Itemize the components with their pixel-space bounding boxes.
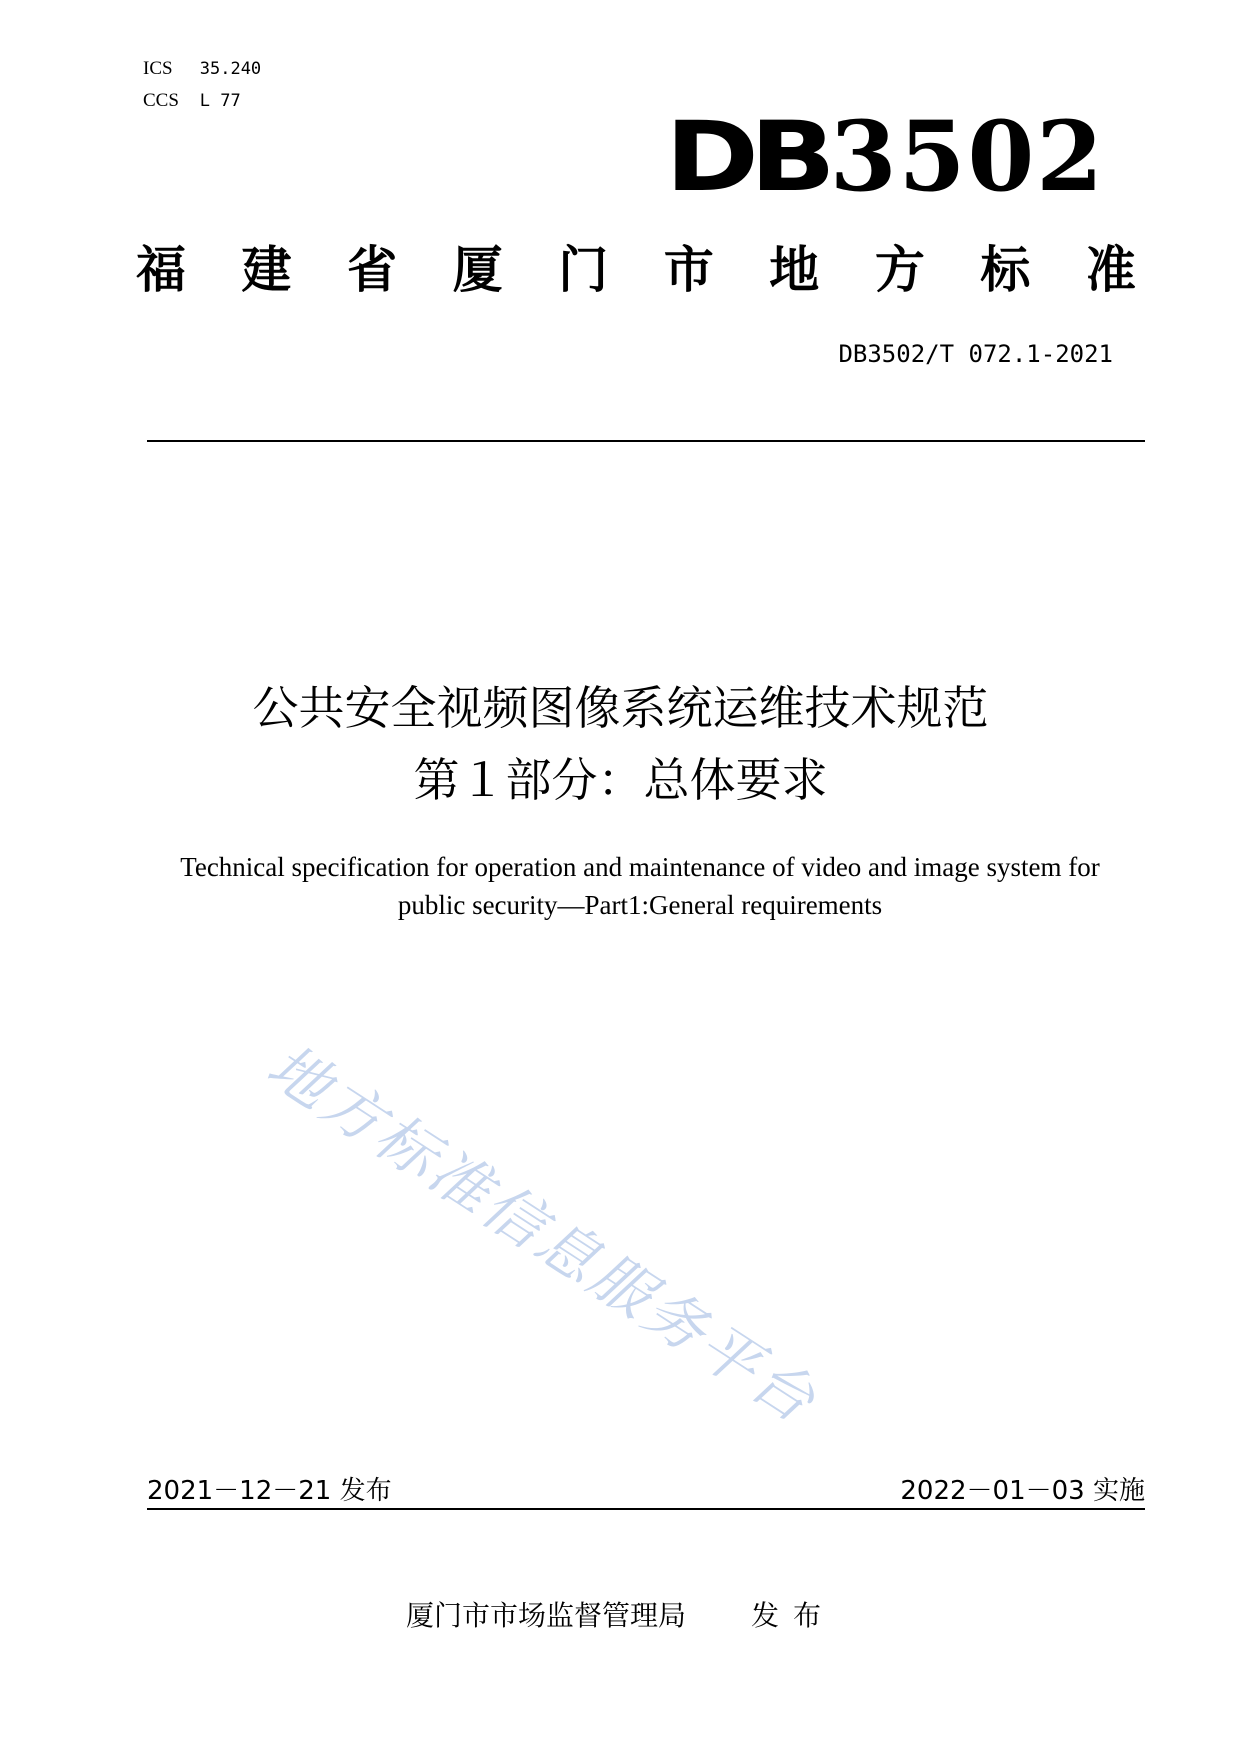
db-logo — [665, 100, 1106, 213]
standard-type-char: 省 — [347, 241, 398, 299]
db-number: 3502 — [829, 100, 1106, 213]
ccs-value: L 77 — [199, 91, 241, 111]
standard-type-char: 方 — [874, 241, 925, 299]
issue-date: 2021－12－21 发布 — [147, 1476, 392, 1506]
standard-type-char: 地 — [769, 241, 820, 299]
english-title-line-1: Technical specification for operation and maintenance of video and image system for — [180, 852, 1100, 882]
top-divider — [147, 440, 1145, 442]
bottom-divider — [147, 1508, 1145, 1510]
issuer-action: 发布 — [750, 1599, 835, 1632]
db-prefix: DB — [665, 101, 827, 213]
ics-value: 35.240 — [199, 59, 262, 79]
standard-type-char: 福 — [136, 241, 186, 299]
standard-number: DB3502/T 072.1-2021 — [838, 340, 1113, 368]
ics-label: ICS — [143, 58, 173, 79]
standard-type-char: 门 — [558, 241, 609, 299]
standard-type-char: 建 — [241, 241, 292, 299]
title-line-1: 公共安全视频图像系统运维技术规范 — [252, 681, 989, 735]
title-line-2: 第１部分：总体要求 — [413, 753, 828, 807]
watermark: 地方标准信息服务平台 — [254, 1030, 830, 1439]
implement-date: 2022－01－03 实施 — [900, 1476, 1145, 1506]
ics-code — [143, 58, 261, 80]
standard-type-char: 厦 — [452, 241, 503, 299]
standard-type-char: 标 — [980, 241, 1031, 299]
standard-type-char: 市 — [663, 241, 714, 299]
ccs-code — [143, 90, 241, 112]
english-title-line-2: public security—Part1:General requirements — [397, 890, 883, 920]
issuer-org: 厦门市市场监督管理局 — [406, 1599, 687, 1632]
issuer-line — [0, 1594, 1241, 1634]
standard-type-heading — [136, 240, 1136, 300]
standard-type-char: 准 — [1085, 241, 1136, 299]
ccs-label: CCS — [143, 90, 179, 111]
